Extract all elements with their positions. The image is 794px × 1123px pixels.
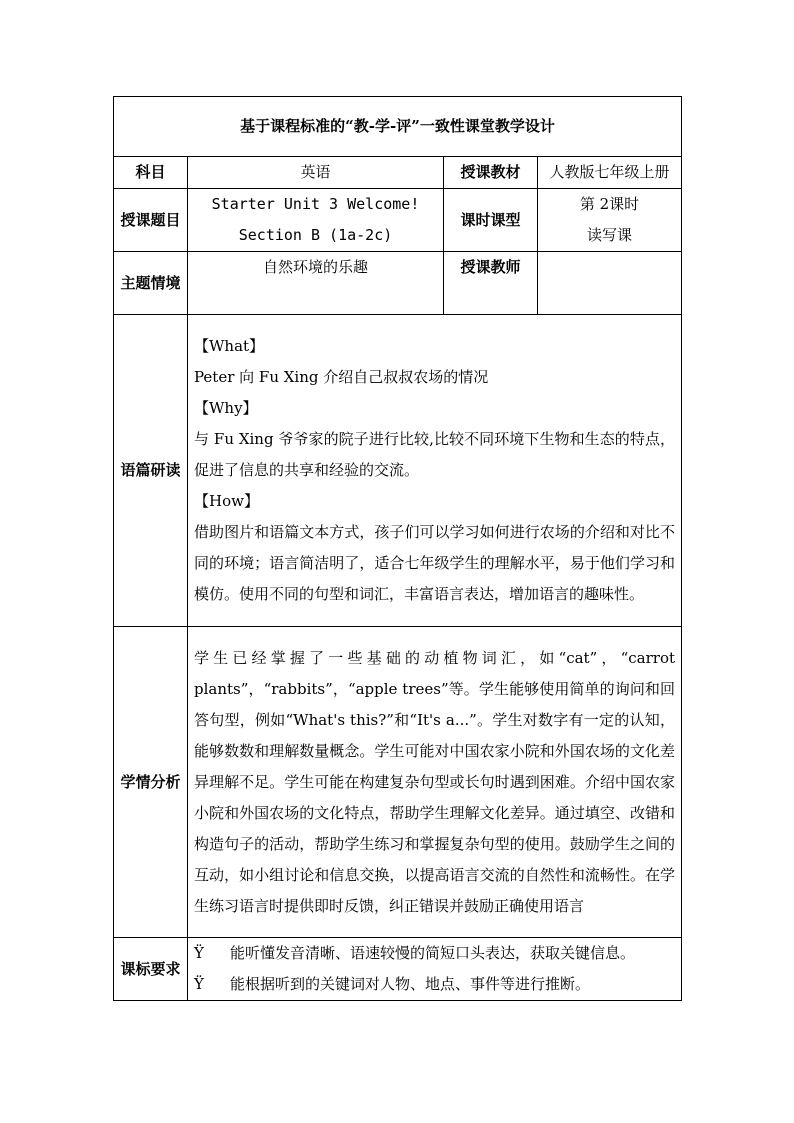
standards-item — [194, 938, 675, 969]
what-text: Peter 向 Fu Xing 介绍自己叔叔农场的情况 — [194, 368, 489, 386]
bullet-icon: Ÿ — [194, 975, 204, 993]
reading-label: 语篇研读 — [114, 315, 188, 627]
standards-item-text: 能听懂发音清晰、语速较慢的简短口头表达，获取关键信息。 — [230, 944, 636, 962]
standards-list — [188, 938, 682, 1001]
document-title: 基于课程标准的“教-学-评”一致性课堂教学设计 — [114, 97, 682, 157]
period-line-1: 第 2课时 — [579, 195, 640, 213]
what-heading: 【What】 — [194, 337, 265, 355]
analysis-label: 学情分析 — [114, 627, 188, 938]
period-label: 课时课型 — [444, 189, 538, 252]
how-text: 借助图片和语篇文本方式，孩子们可以学习如何进行农场的介绍和对比不同的环境；语言简洁明了，适合七年级学生的理解水平，易于他们学习和模仿。使用不同的句型和词汇，丰富语言表达，增加语言的趣味性。 — [194, 523, 676, 603]
material-value: 人教版七年级上册 — [538, 157, 682, 189]
topic-line-1: Starter Unit 3 Welcome! — [211, 195, 420, 213]
bullet-icon: Ÿ — [194, 944, 204, 962]
analysis-text: 学生已经掌握了一些基础的动植物词汇，如“cat”，“carrot plants”，“rabbits”，“apple trees”等。学生能够使用简单的询问和回答句型，例如“What's this?”和“It's a...”。学生对数字有一定的认知，能够数数和理解数量概念。学生可能对中国农家小院和外国农场的文化差异理解不足。学生可能在构建复杂句型或长句时遇到困难。介绍中国农家小院和外国农场的文化特点，帮助学生理解文化差异。通过填空、改错和构造句子的活动，帮助学生练习和掌握复杂句型的使用。鼓励学生之间的互动，如小组讨论和信息交换，以提高语言交流的自然性和流畅性。在学生练习语言时提供即时反馈，纠正错误并鼓励正确使用语言 — [188, 627, 682, 938]
topic-line-2: Section B (1a-2c) — [238, 226, 393, 244]
teacher-value — [538, 252, 682, 315]
theme-label: 主题情境 — [114, 252, 188, 315]
material-label: 授课教材 — [444, 157, 538, 189]
how-heading: 【How】 — [194, 492, 259, 510]
period-value — [538, 189, 682, 252]
subject-label: 科目 — [114, 157, 188, 189]
standards-item-text: 能根据听到的关键词对人物、地点、事件等进行推断。 — [230, 975, 591, 993]
why-heading: 【Why】 — [194, 399, 258, 417]
theme-value: 自然环境的乐趣 — [188, 252, 444, 315]
teacher-label: 授课教师 — [444, 252, 538, 315]
lesson-plan-table — [113, 96, 682, 1001]
why-text: 与 Fu Xing 爷爷家的院子进行比较,比较不同环境下生物和生态的特点，促进了信息的共享和经验的交流。 — [194, 430, 676, 479]
subject-value: 英语 — [188, 157, 444, 189]
topic-value — [188, 189, 444, 252]
standards-label: 课标要求 — [114, 938, 188, 1001]
topic-label: 授课题目 — [114, 189, 188, 252]
reading-content — [188, 315, 682, 627]
period-line-2: 读写课 — [587, 226, 633, 244]
standards-item — [194, 969, 675, 1000]
